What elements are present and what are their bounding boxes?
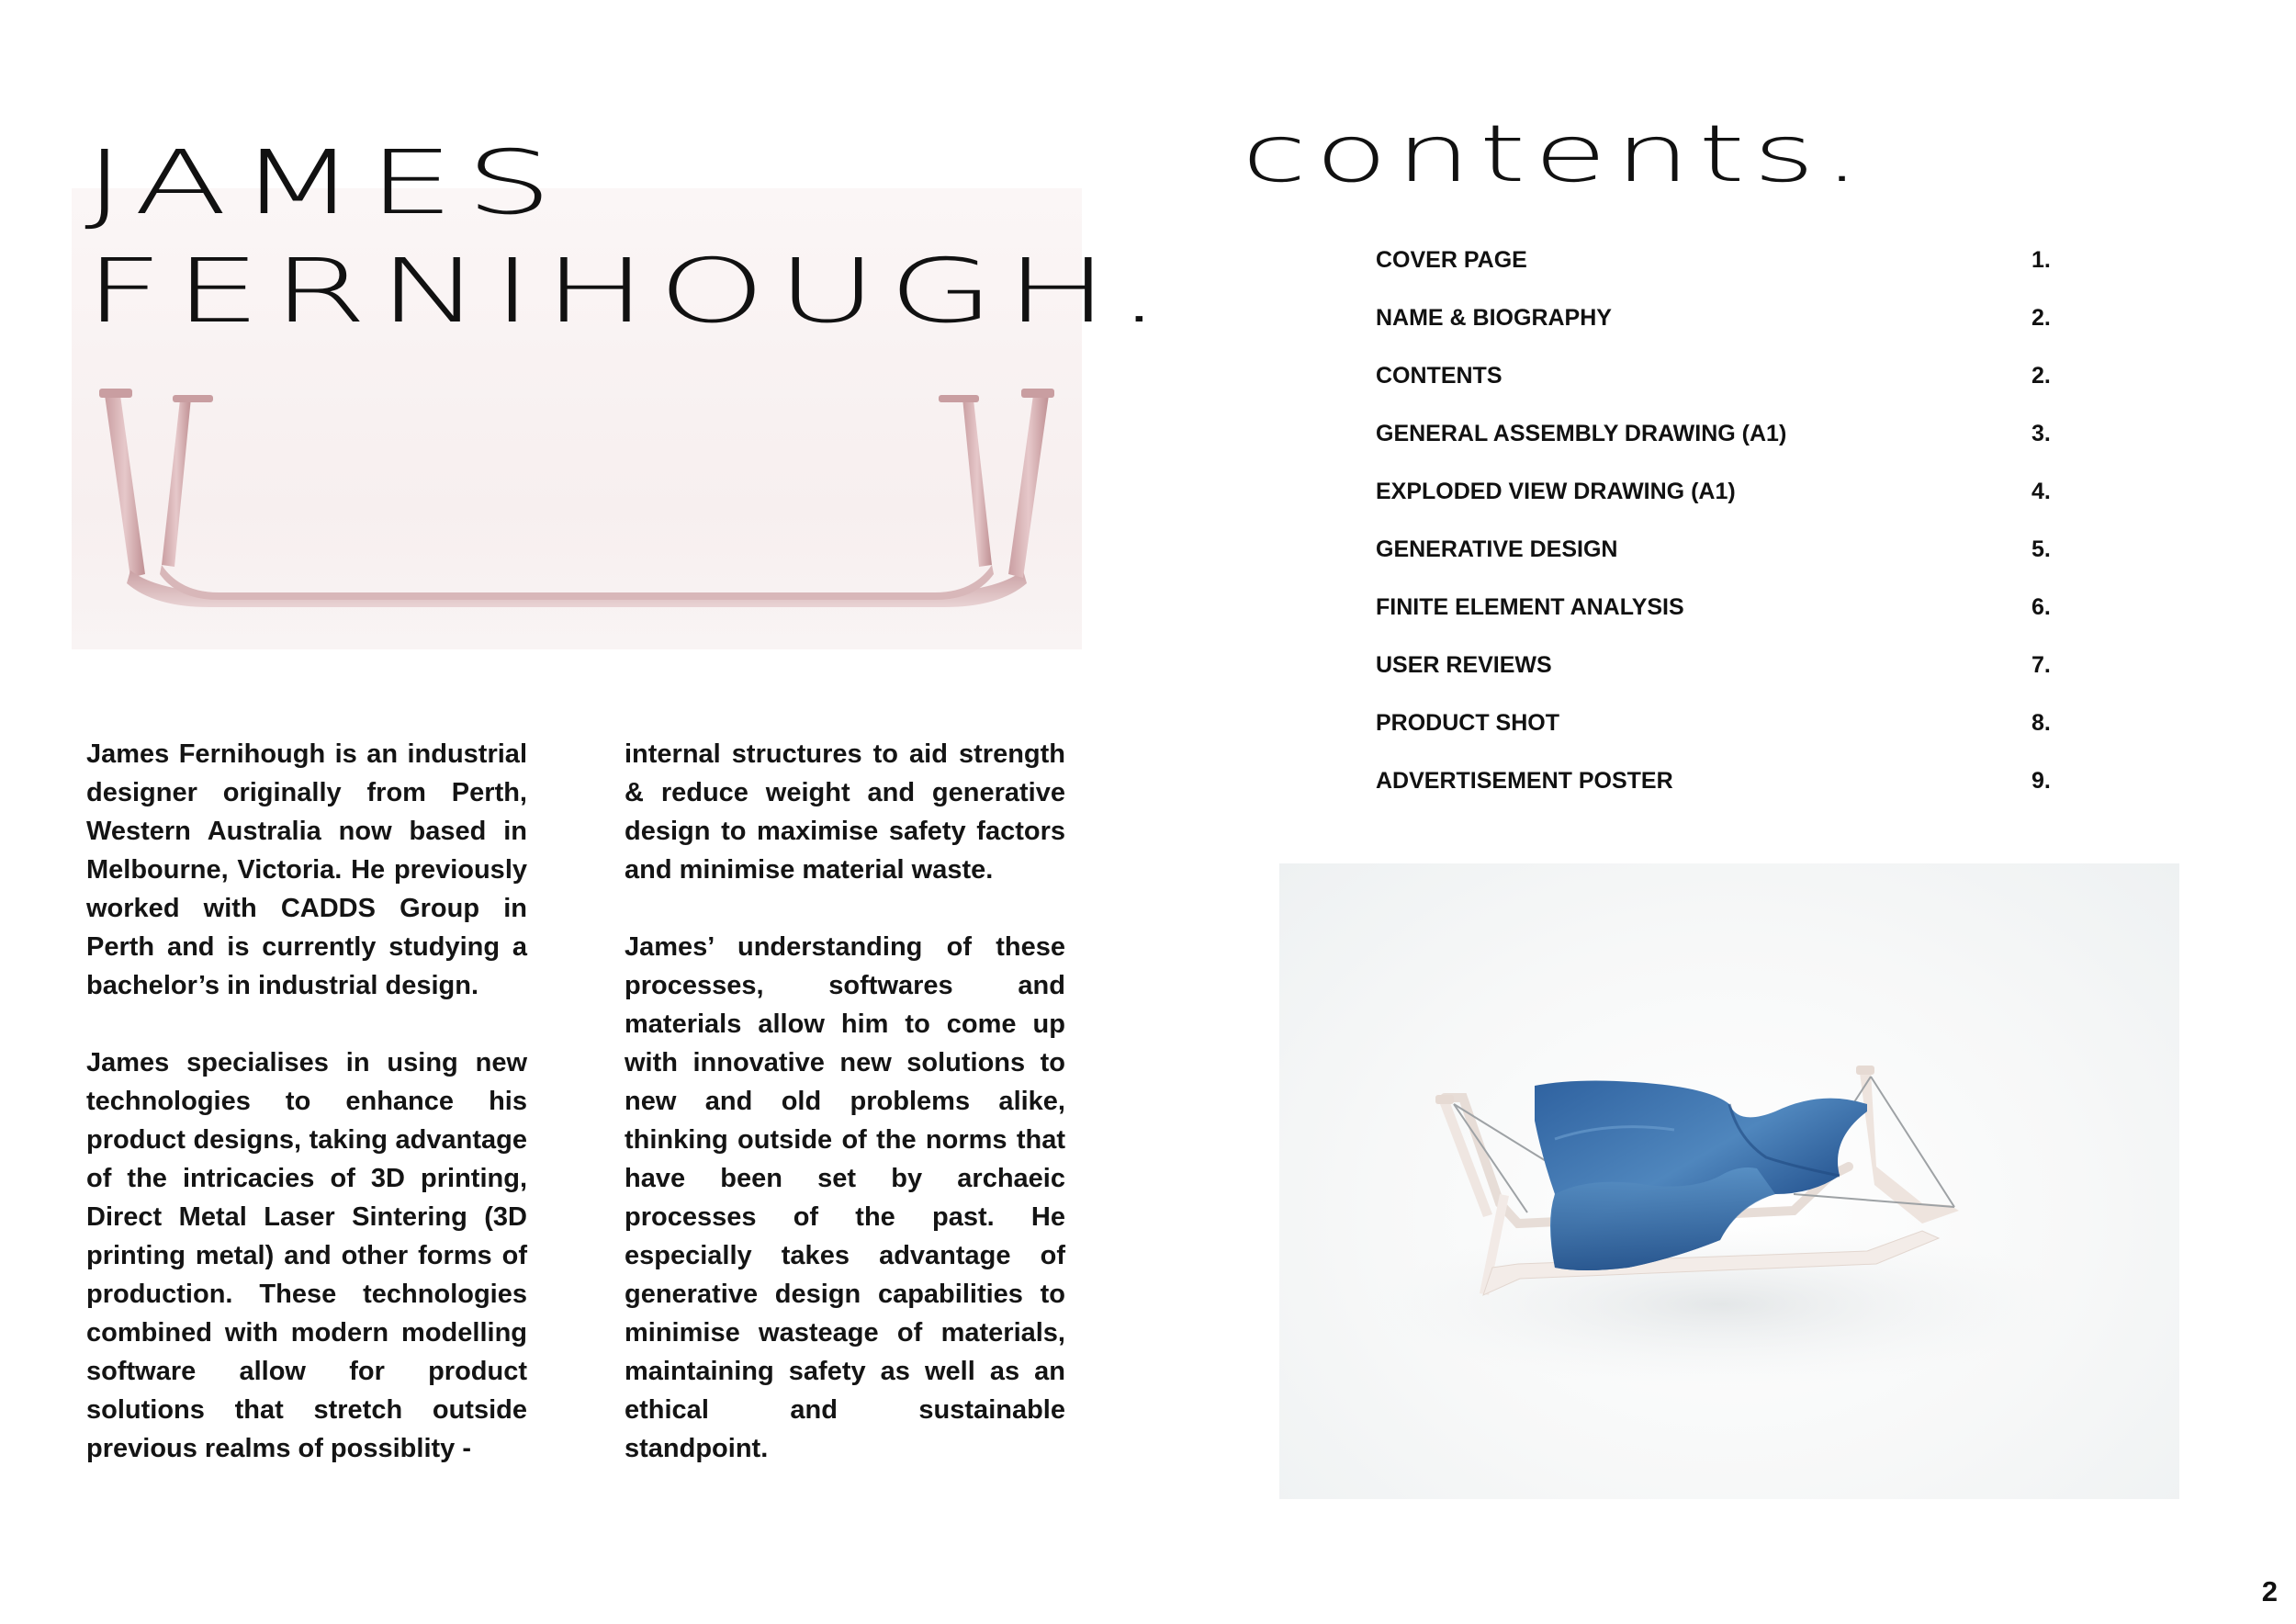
toc-item: [1376, 694, 2055, 752]
name-line-1: JAMES: [84, 131, 564, 234]
biography-paragraph-2-continued: internal structures to aid strength & reduce weight and generative design to maximise safety factors and minimise material waste.: [625, 739, 1065, 885]
toc-item-title: ADVERTISEMENT POSTER: [1376, 768, 1673, 794]
toc-item: [1376, 521, 2055, 579]
toc-item-page: 1.: [2032, 247, 2051, 273]
toc-item-page: 9.: [2032, 768, 2051, 794]
biography-paragraph-1: James Fernihough is an industrial designer originally from Perth, Western Australia now based in Melbourne, Victoria. He previously worked with CADDS Group in Perth and is currently studying a bachelor’s in industrial design.: [86, 739, 527, 1000]
toc-item-title: FINITE ELEMENT ANALYSIS: [1376, 594, 1684, 620]
toc-item-page: 6.: [2032, 594, 2051, 620]
toc-item: [1376, 405, 2055, 463]
product-shot-image: [1279, 863, 2179, 1499]
biography-paragraph-2: James specialises in using new technologies to enhance his product designs, taking advantage of the intricacies of 3D printing, Direct Metal Laser Sintering (3D printing metal) and other forms of production. These technologies combined with modern modelling software allow for product solutions that stretch outside previous realms of possiblity -: [86, 1048, 527, 1463]
toc-item-title: GENERATIVE DESIGN: [1376, 536, 1618, 562]
toc-item: [1376, 231, 2055, 289]
toc-item: [1376, 289, 2055, 347]
toc-item-title: NAME & BIOGRAPHY: [1376, 305, 1612, 331]
biography-paragraph-3: James’ understanding of these processes, softwares and materials allow him to come up with innovative new solutions to new and old problems alike, thinking outside of the norms that have been set by archaeic processes of the past. He especially takes advantage of generative design capabilities to minimise wasteage of materials, maintaining safety as well as an ethical and sustainable standpoint.: [625, 932, 1065, 1463]
toc-item: [1376, 637, 2055, 694]
toc-item-page: 5.: [2032, 536, 2051, 562]
page-number: 2: [2261, 1575, 2278, 1607]
toc-item: [1376, 752, 2055, 810]
name-line-2: FERNIHOUGH.: [84, 240, 1173, 343]
toc-item-title: GENERAL ASSEMBLY DRAWING (A1): [1376, 421, 1787, 446]
toc-item: [1376, 579, 2055, 637]
toc-item-title: EXPLODED VIEW DRAWING (A1): [1376, 479, 1736, 504]
product-render-illustration: [1279, 863, 2179, 1499]
toc-item-page: 4.: [2032, 479, 2051, 504]
toc-item-page: 2.: [2032, 363, 2051, 389]
toc-item-page: 8.: [2032, 710, 2051, 736]
toc-item: [1376, 463, 2055, 521]
toc-item-page: 2.: [2032, 305, 2051, 331]
biography-column-right: [625, 735, 1065, 1506]
toc-item: [1376, 347, 2055, 405]
table-of-contents: [1376, 231, 2055, 810]
contents-heading: contents.: [1242, 108, 1870, 200]
toc-item-title: CONTENTS: [1376, 363, 1503, 389]
toc-item-page: 7.: [2032, 652, 2051, 678]
toc-item-page: 3.: [2032, 421, 2051, 446]
toc-item-title: PRODUCT SHOT: [1376, 710, 1559, 736]
biography-column-left: [86, 735, 527, 1506]
designer-name-heading: [84, 129, 1172, 345]
toc-item-title: USER REVIEWS: [1376, 652, 1552, 678]
toc-item-title: COVER PAGE: [1376, 247, 1527, 273]
